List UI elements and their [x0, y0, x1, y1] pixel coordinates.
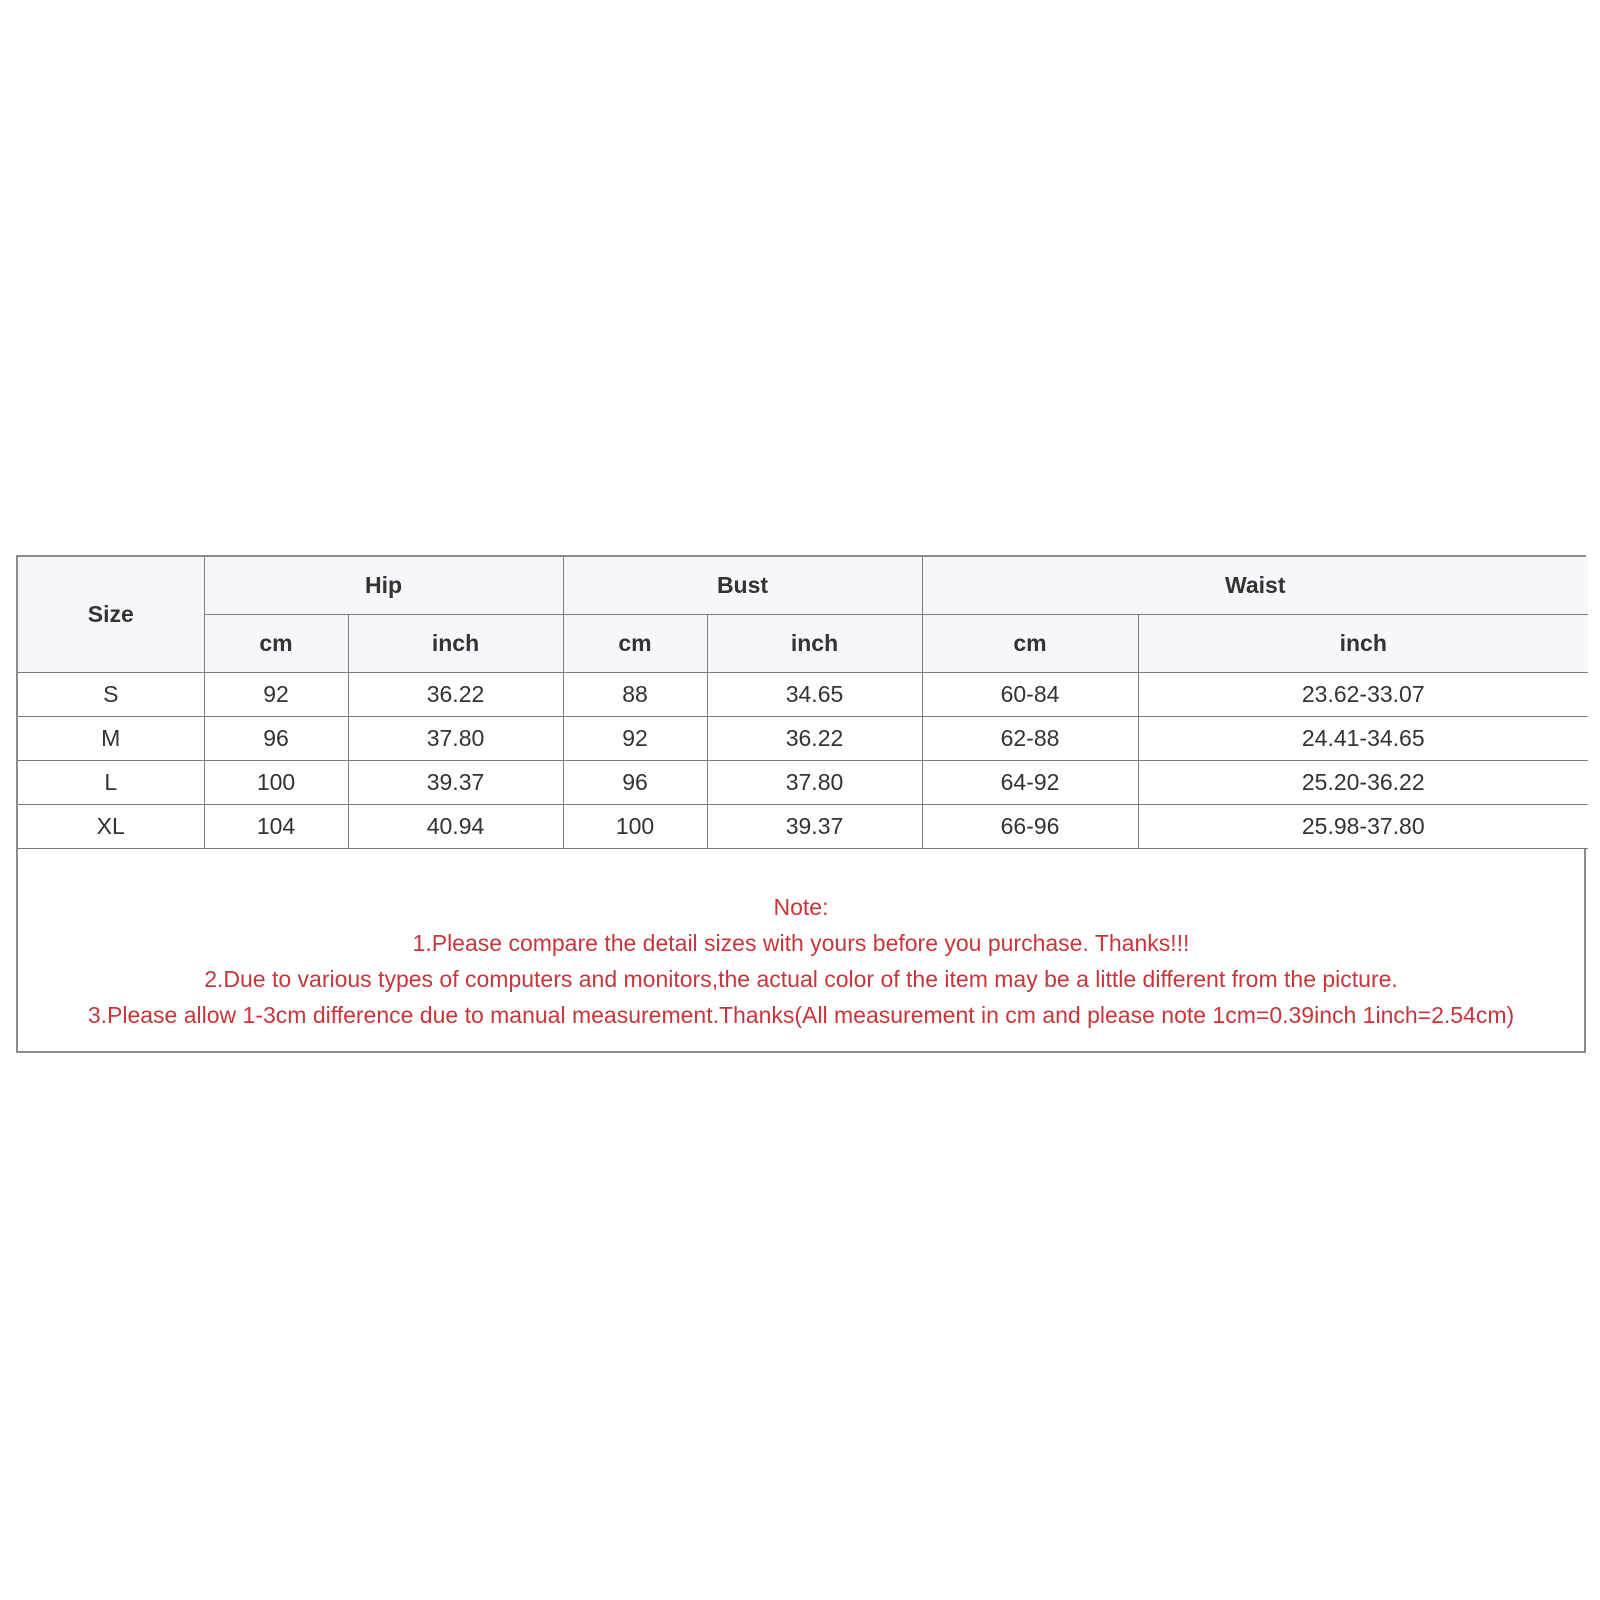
size-chart	[16, 555, 1586, 1053]
note-title: Note:	[773, 894, 829, 920]
cell-size: XL	[18, 805, 204, 849]
cell-waist-inch: 25.98-37.80	[1138, 805, 1588, 849]
cell-bust-cm: 96	[563, 761, 707, 805]
header-bust-inch: inch	[707, 615, 922, 673]
table-row	[18, 717, 1588, 761]
cell-hip-inch: 39.37	[348, 761, 563, 805]
notes-section	[18, 849, 1584, 1051]
cell-bust-cm: 100	[563, 805, 707, 849]
cell-waist-inch: 24.41-34.65	[1138, 717, 1588, 761]
cell-bust-inch: 37.80	[707, 761, 922, 805]
cell-hip-inch: 37.80	[348, 717, 563, 761]
cell-bust-cm: 92	[563, 717, 707, 761]
cell-hip-cm: 92	[204, 673, 348, 717]
cell-bust-inch: 39.37	[707, 805, 922, 849]
cell-waist-cm: 64-92	[922, 761, 1138, 805]
note-line-3: 3.Please allow 1-3cm difference due to manual measurement.Thanks(All measurement in cm and please note 1cm=0.39inch 1inch=2.54cm)	[87, 1002, 1515, 1028]
header-group-row	[18, 557, 1588, 615]
cell-hip-cm: 104	[204, 805, 348, 849]
cell-waist-inch: 23.62-33.07	[1138, 673, 1588, 717]
table-row	[18, 761, 1588, 805]
cell-bust-cm: 88	[563, 673, 707, 717]
cell-waist-cm: 62-88	[922, 717, 1138, 761]
note-line-2: 2.Due to various types of computers and monitors,the actual color of the item may be a little different from the picture.	[204, 966, 1398, 992]
header-bust-cm: cm	[563, 615, 707, 673]
cell-waist-cm: 66-96	[922, 805, 1138, 849]
cell-hip-cm: 100	[204, 761, 348, 805]
header-size: Size	[18, 557, 204, 673]
table-row	[18, 805, 1588, 849]
cell-waist-cm: 60-84	[922, 673, 1138, 717]
header-hip-cm: cm	[204, 615, 348, 673]
cell-waist-inch: 25.20-36.22	[1138, 761, 1588, 805]
cell-size: M	[18, 717, 204, 761]
header-waist-inch: inch	[1138, 615, 1588, 673]
cell-hip-inch: 40.94	[348, 805, 563, 849]
header-waist: Waist	[922, 557, 1588, 615]
header-bust: Bust	[563, 557, 922, 615]
note-line-1: 1.Please compare the detail sizes with yours before you purchase. Thanks!!!	[412, 930, 1190, 956]
cell-hip-cm: 96	[204, 717, 348, 761]
size-table	[18, 557, 1588, 849]
header-hip: Hip	[204, 557, 563, 615]
cell-bust-inch: 34.65	[707, 673, 922, 717]
header-hip-inch: inch	[348, 615, 563, 673]
cell-hip-inch: 36.22	[348, 673, 563, 717]
cell-bust-inch: 36.22	[707, 717, 922, 761]
table-row	[18, 673, 1588, 717]
header-unit-row	[18, 615, 1588, 673]
header-waist-cm: cm	[922, 615, 1138, 673]
cell-size: S	[18, 673, 204, 717]
cell-size: L	[18, 761, 204, 805]
